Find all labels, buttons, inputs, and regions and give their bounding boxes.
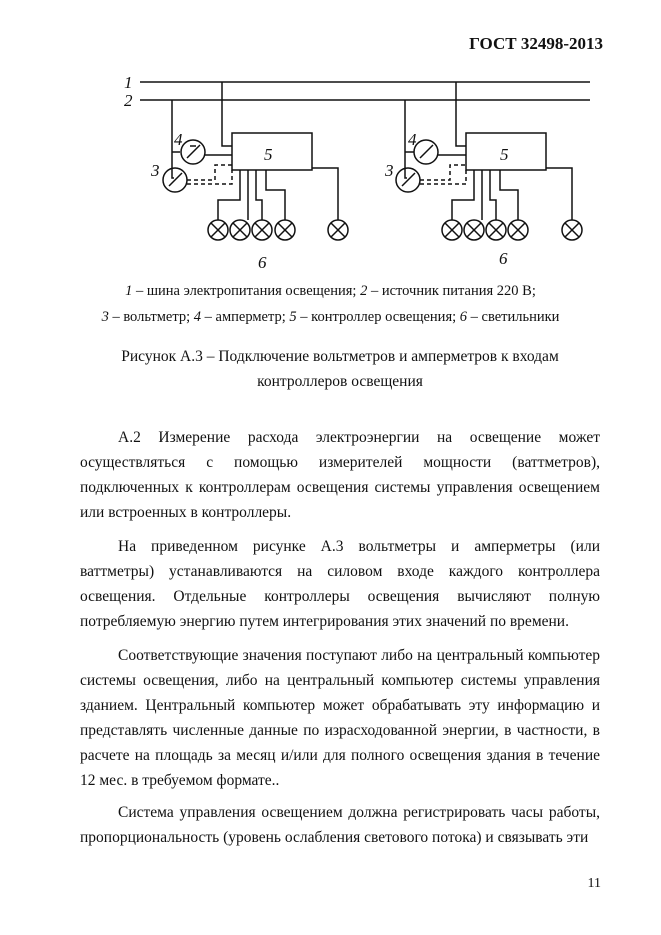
figure-caption: Рисунок А.3 – Подключение вольтметров и амперметров к входам контроллеров освещения — [121, 348, 559, 390]
luminaire — [442, 220, 462, 240]
luminaire — [208, 220, 228, 240]
paragraph: Система управления освещением должна регистрировать часы работы, пропорциональность (уровень ослабления светового потока) и связывать эти — [80, 804, 600, 846]
wiring-diagram — [0, 0, 661, 275]
luminaire — [464, 220, 484, 240]
paragraph: Соответствующие значения поступают либо на центральный компьютер системы освещения, либо на центральный компьютер системы управления зданием. Центральный компьютер может обрабатывать эту информацию и представлять численные данные по израсходованной энергии, в частности, в расчете на площадь за месяц и/или для полного освещения здания в течение 12 мес. в требуемом формате.. — [80, 647, 600, 789]
luminaire — [562, 220, 582, 240]
left-group — [163, 82, 348, 240]
paragraph: А.2 Измерение расхода электроэнергии на освещение может осуществляться с помощью измерителей мощности (ваттметров), подключенных к контроллерам освещения системы управления освещением или встроенных в контроллеры. — [80, 429, 600, 521]
luminaire — [230, 220, 250, 240]
page-number: 11 — [587, 876, 601, 891]
luminaires-label: 6 — [258, 253, 267, 272]
luminaire — [486, 220, 506, 240]
luminaire — [252, 220, 272, 240]
bus-label-1: 1 — [124, 73, 133, 92]
right-group — [396, 82, 582, 240]
luminaires-label: 6 — [499, 249, 508, 268]
bus-label-2: 2 — [124, 91, 133, 110]
luminaire — [508, 220, 528, 240]
paragraph: На приведенном рисунке А.3 вольтметры и амперметры (или ваттметры) устанавливаются на силовом входе каждого контроллера освещения. Отдельные контроллеры освещения вычисляют полную потребляемую энергию путем интегрирования этих значений по времени. — [80, 538, 600, 630]
legend-line-1: 1 – шина электропитания освещения; 2 – источник питания 220 В; — [125, 283, 536, 299]
voltmeter-label: 3 — [385, 161, 394, 180]
ammeter-label: 4 — [408, 130, 417, 149]
voltmeter-label: 3 — [151, 161, 160, 180]
legend-line-2: 3 – вольтметр; 4 – амперметр; 5 – контроллер освещения; 6 – светильники — [101, 309, 560, 325]
ammeter-label: 4 — [174, 130, 183, 149]
controller-label: 5 — [264, 145, 273, 164]
luminaire — [275, 220, 295, 240]
document-header: ГОСТ 32498-2013 — [469, 34, 603, 53]
luminaire — [328, 220, 348, 240]
controller-label: 5 — [500, 145, 509, 164]
